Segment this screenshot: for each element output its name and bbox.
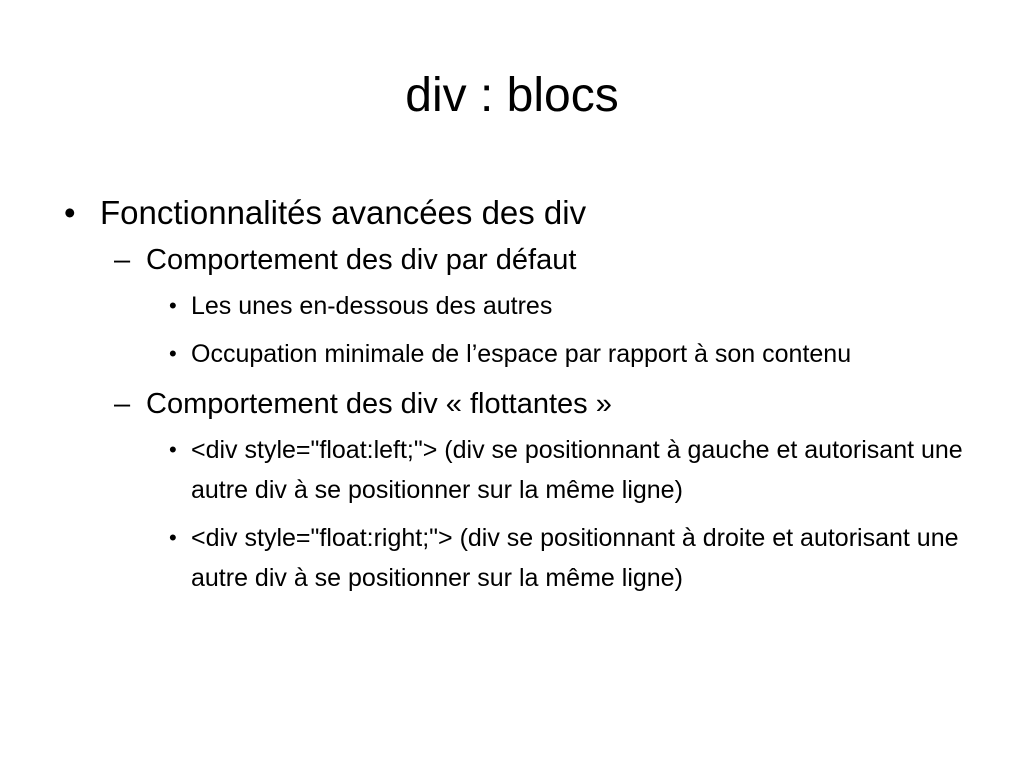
dash-marker: – (114, 244, 131, 276)
sub-bullet-text: Comportement des div « flottantes » (146, 388, 612, 420)
bullet-list (60, 190, 980, 598)
dash-marker: – (114, 388, 131, 420)
sub-bullet-text: Comportement des div par défaut (146, 244, 577, 276)
sub-sub-bullet-text: <div style="float:left;"> (div se positionnant à gauche et autorisant une autre div à se positionner sur la même ligne) (191, 436, 963, 504)
bullet-text: Fonctionnalités avancées des div (100, 194, 587, 231)
bullet-marker: • (169, 525, 177, 550)
sub-sub-bullet-stacked (146, 286, 980, 326)
sub-sub-bullet-text: Les unes en-dessous des autres (191, 292, 553, 320)
sub-sub-bullet-float-right (146, 518, 980, 598)
sub-sub-bullet-float-left (146, 430, 980, 510)
sub-sub-bullet-minimal-space (146, 334, 980, 374)
sub-bullet-default-behavior (100, 240, 980, 374)
bullet-marker: • (64, 194, 76, 231)
bullet-marker: • (169, 341, 177, 366)
bullet-marker: • (169, 293, 177, 318)
sub-sub-bullet-list (146, 430, 980, 598)
sub-bullet-list (100, 240, 980, 598)
sub-sub-bullet-list (146, 286, 980, 374)
bullet-marker: • (169, 437, 177, 462)
sub-sub-bullet-text: Occupation minimale de l’espace par rapport à son contenu (191, 340, 852, 368)
slide-title: div : blocs (405, 69, 619, 122)
sub-bullet-floating-behavior (100, 384, 980, 598)
slide-content (60, 190, 980, 608)
bullet-item-advanced-features (60, 190, 980, 598)
sub-sub-bullet-text: <div style="float:right;"> (div se positionnant à droite et autorisant une autre div à se positionner sur la même ligne) (191, 524, 959, 592)
